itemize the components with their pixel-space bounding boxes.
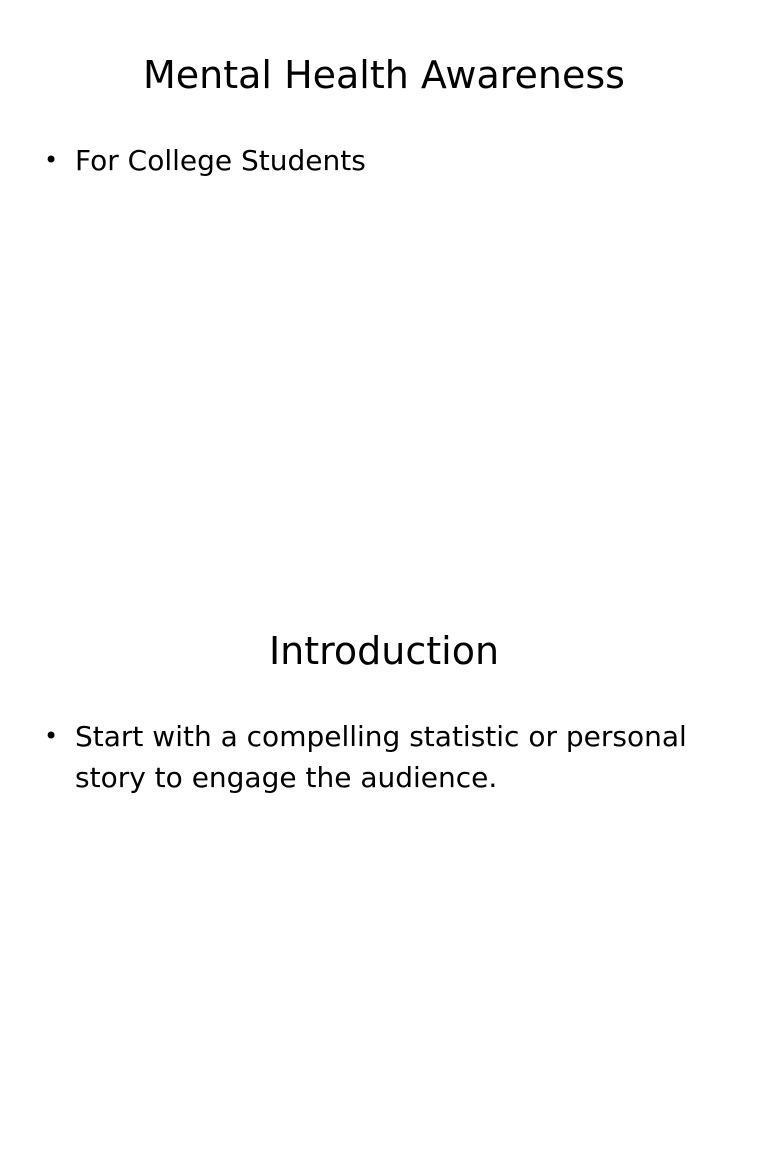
bullet-text: Start with a compelling statistic or personal story to engage the audience.	[75, 720, 687, 794]
bullet-icon: •	[44, 146, 59, 174]
bullet-icon: •	[44, 722, 59, 750]
bullet-list	[44, 716, 704, 798]
bullet-list	[44, 140, 704, 181]
slide-title: Introduction	[268, 629, 500, 673]
slide-introduction	[0, 576, 768, 1152]
bullet-text: For College Students	[75, 144, 366, 177]
bullet-item	[44, 716, 704, 798]
slide-title: Mental Health Awareness	[143, 53, 625, 97]
bullet-item	[44, 140, 704, 181]
